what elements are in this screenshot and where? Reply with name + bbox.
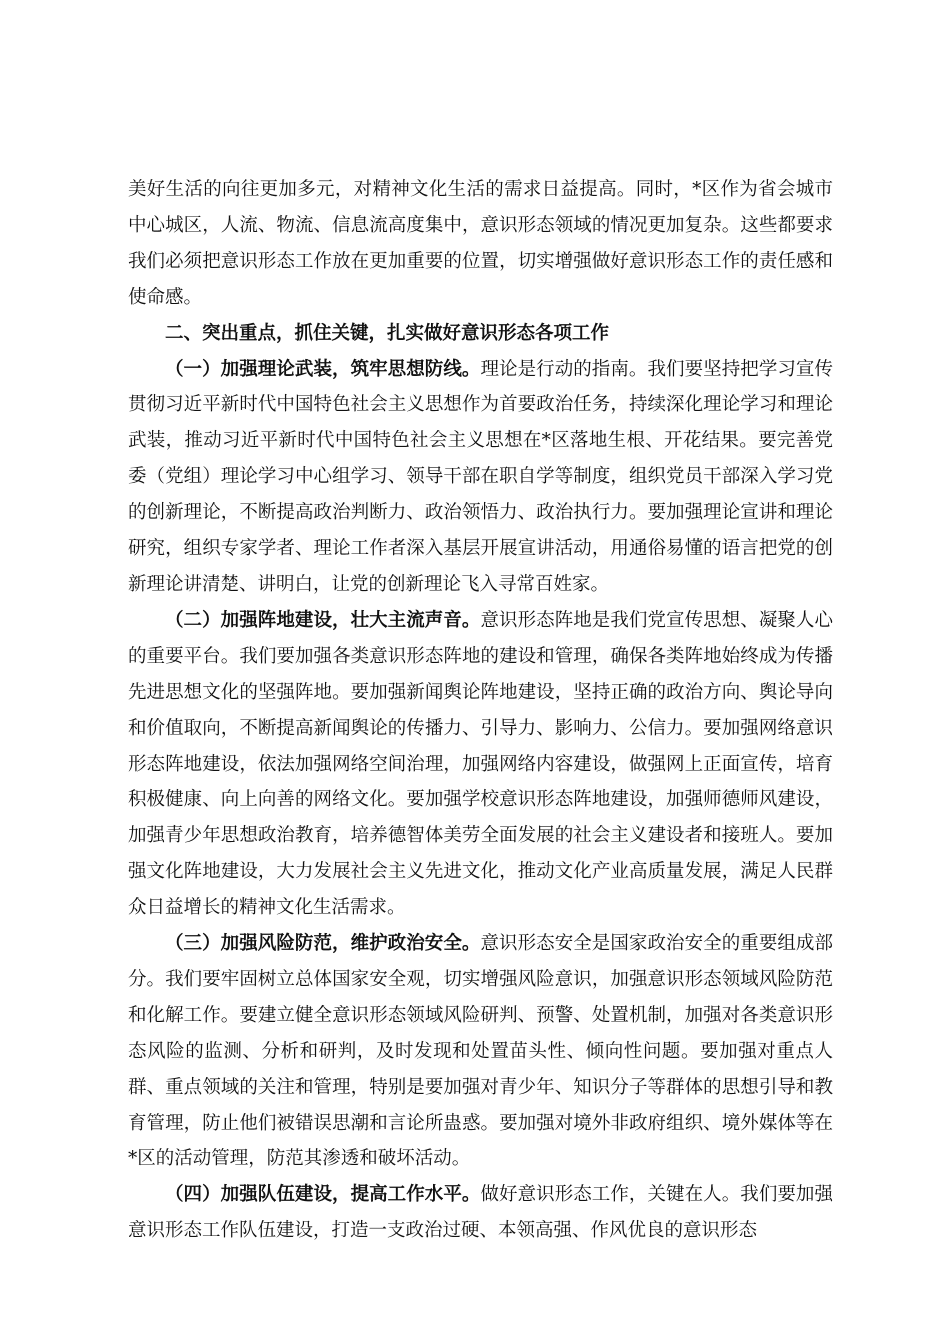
paragraph-lead: （三）加强风险防范，维护政治安全。 [165, 933, 481, 955]
paragraph-lead: （一）加强理论武装，筑牢思想防线。 [165, 358, 481, 380]
paragraph-lead: （四）加强队伍建设，提高工作水平。 [165, 1184, 481, 1206]
section-heading: 二、突出重点，抓住关键，扎实做好意识形态各项工作 [165, 322, 610, 344]
paragraph-body: 意识形态安全是国家政治安全的重要组成部分。我们要牢固树立总体国家安全观，切实增强风险意识，加强意识形态领域风险防范和化解工作。要建立健全意识形态领域风险研判、预警、处置机制，加强对各类意识形态风险的监测、分析和研判，及时发现和处置苗头性、倾向性问题。要加强对重点人群、重点领域的关注和管理，特别是要加强对青少年、知识分子等群体的思想引导和教育管理，防止他们被错误思潮和言论所蛊惑。要加强对境外非政府组织、境外媒体等在*区的活动管理，防范其渗透和破坏活动。 [128, 933, 833, 1170]
paragraph-position [128, 603, 833, 926]
paragraph-risk [128, 926, 833, 1177]
paragraph-body: 理论是行动的指南。我们要坚持把学习宣传贯彻习近平新时代中国特色社会主义思想作为首要政治任务，持续深化理论学习和理论武装，推动习近平新时代中国特色社会主义思想在*区落地生根、开花结果。要完善党委（党组）理论学习中心组学习、领导干部在职自学等制度，组织党员干部深入学习党的创新理论，不断提高政治判断力、政治领悟力、政治执行力。要加强理论宣讲和理论研究，组织专家学者、理论工作者深入基层开展宣讲活动，用通俗易懂的语言把党的创新理论讲清楚、讲明白，让党的创新理论飞入寻常百姓家。 [128, 358, 833, 595]
paragraph-body: 意识形态阵地是我们党宣传思想、凝聚人心的重要平台。我们要加强各类意识形态阵地的建设和管理，确保各类阵地始终成为传播先进思想文化的坚强阵地。要加强新闻舆论阵地建设，坚持正确的政治方向、舆论导向和价值取向，不断提高新闻舆论的传播力、引导力、影响力、公信力。要加强网络意识形态阵地建设，依法加强网络空间治理，加强网络内容建设，做强网上正面宣传，培育积极健康、向上向善的网络文化。要加强学校意识形态阵地建设，加强师德师风建设，加强青少年思想政治教育，培养德智体美劳全面发展的社会主义建设者和接班人。要加强文化阵地建设，大力发展社会主义先进文化，推动文化产业高质量发展，满足人民群众日益增长的精神文化生活需求。 [128, 609, 833, 919]
document-page [128, 172, 833, 1249]
paragraph-theory [128, 352, 833, 603]
paragraph-body: 做好意识形态工作，关键在人。我们要加强意识形态工作队伍建设，打造一支政治过硬、本领高强、作风优良的意识形态 [128, 1184, 833, 1242]
continuation-paragraph: 美好生活的向往更加多元，对精神文化生活的需求日益提高。同时，*区作为省会城市中心城区，人流、物流、信息流高度集中，意识形态领域的情况更加复杂。这些都要求我们必须把意识形态工作放在更加重要的位置，切实增强做好意识形态工作的责任感和使命感。 [128, 179, 833, 308]
paragraph-team [128, 1177, 833, 1249]
paragraph-lead: （二）加强阵地建设，壮大主流声音。 [165, 609, 481, 631]
